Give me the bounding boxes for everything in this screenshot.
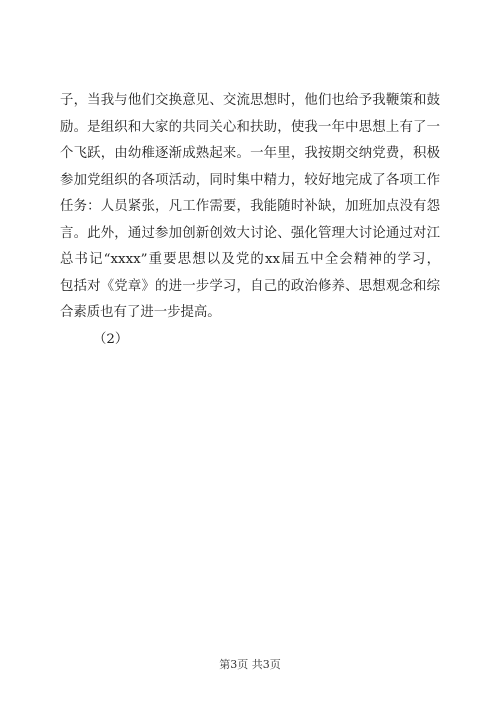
text-line: 总书记“xxxx”重要思想以及党的xx届五中全会精神的学习，	[60, 252, 440, 267]
text-line: 合素质也有了进一步提高。	[60, 305, 221, 320]
text-line: 包括对《党章》的进一步学习，自己的政治修养、思想观念和综	[60, 278, 440, 294]
text-line: 任务：人员紧张，凡工作需要，我能随时补缺，加班加点没有怨	[60, 199, 440, 214]
text-line: 子，当我与他们交换意见、交流思想时，他们也给予我鞭策和鼓	[60, 93, 440, 108]
text-line: 言。此外，通过参加创新创效大讨论、强化管理大讨论通过对江	[60, 225, 440, 241]
text-line: 参加党组织的各项活动，同时集中精力，较好地完成了各项工作	[60, 172, 440, 188]
text-line: 个飞跃，由幼稚逐渐成熟起来。一年里，我按期交纳党费，积极	[60, 146, 440, 161]
page-footer: 第3页 共3页	[219, 658, 281, 671]
section-marker: （2）	[93, 331, 129, 347]
body-text	[60, 88, 440, 353]
text-line: 励。是组织和大家的共同关心和扶助，使我一年中思想上有了一	[60, 119, 440, 135]
